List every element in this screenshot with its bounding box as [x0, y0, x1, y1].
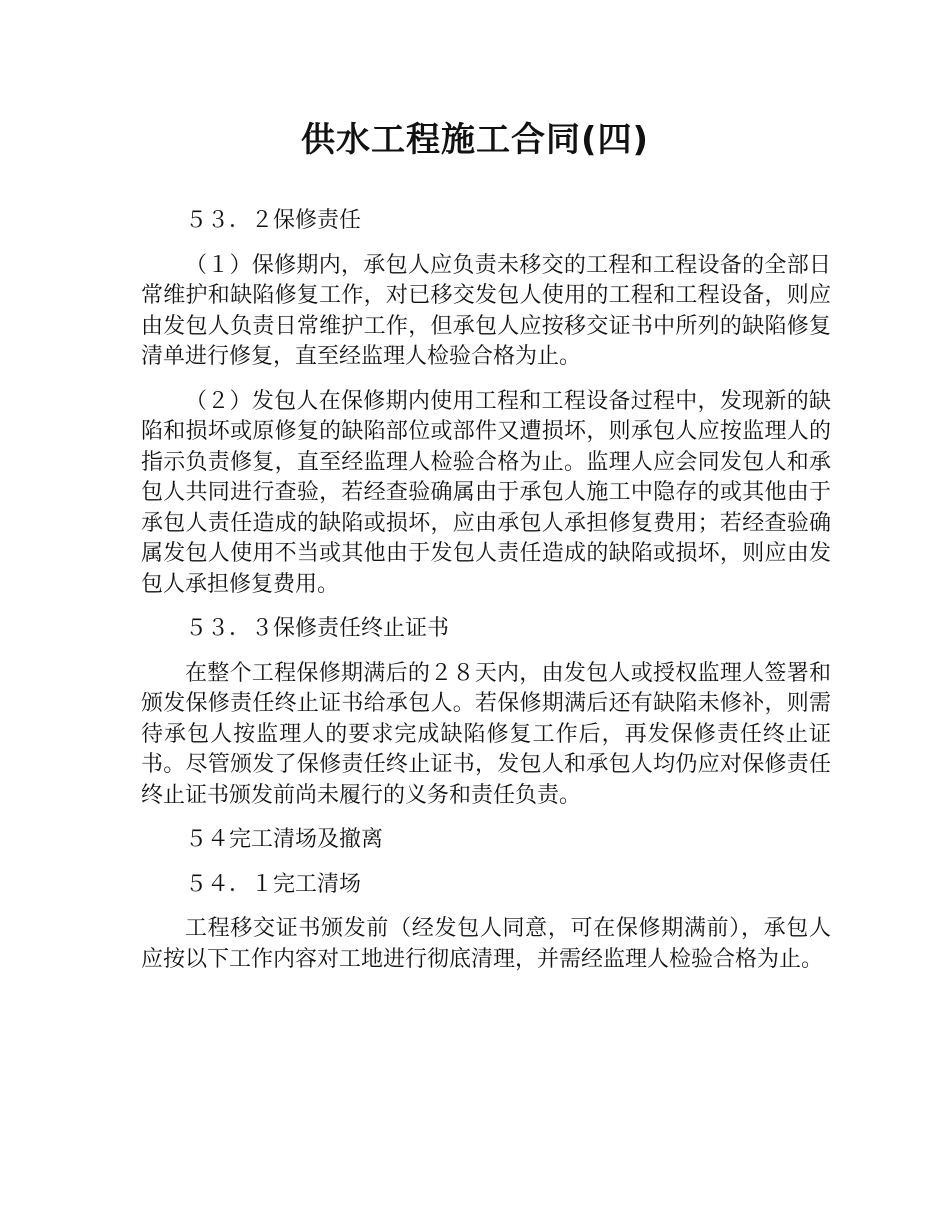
- paragraph-warranty-2: （２）发包人在保修期内使用工程和工程设备过程中，发现新的缺陷和损坏或原修复的缺陷部位或部件又遭损坏，则承包人应按监理人的指示负责修复，直至经监理人检验合格为止。监理人应会同发包人和承包人共同进行查验，若经查验确属由于承包人施工中隐存的或其他由于承包人责任造成的缺陷或损坏，应由承包人承担修复费用；若经查验确属发包人使用不当或其他由于发包人责任造成的缺陷或损坏，则应由发包人承担修复费用。: [141, 388, 831, 597]
- section-heading-53-2: ５３．２保修责任: [185, 208, 362, 233]
- paragraph-termination-certificate: 在整个工程保修期满后的２８天内，由发包人或授权监理人签署和颁发保修责任终止证书给承包人。若保修期满后还有缺陷未修补，则需待承包人按监理人的要求完成缺陷修复工作后，再发保修责任终止证书。尽管颁发了保修责任终止证书，发包人和承包人均仍应对保修责任终止证书颁发前尚未履行的义务和责任负责。: [141, 660, 831, 808]
- paragraph-site-clearance: 工程移交证书颁发前（经发包人同意，可在保修期满前），承包人应按以下工作内容对工地进行彻底清理，并需经监理人检验合格为止。: [141, 916, 831, 972]
- section-heading-54-1: ５４．１完工清场: [185, 871, 362, 897]
- section-heading-54: ５４完工清场及撤离: [185, 827, 384, 852]
- section-heading-53-3: ５３．３保修责任终止证书: [185, 616, 450, 641]
- paragraph-warranty-1: （１）保修期内，承包人应负责未移交的工程和工程设备的全部日常维护和缺陷修复工作，对已移交发包人使用的工程和工程设备，则应由发包人负责日常维护工作，但承包人应按移交证书中所列的缺陷修复清单进行修复，直至经监理人检验合格为止。: [141, 252, 831, 369]
- document-body: [141, 206, 831, 989]
- document-title: 供水工程施工合同(四): [300, 120, 650, 160]
